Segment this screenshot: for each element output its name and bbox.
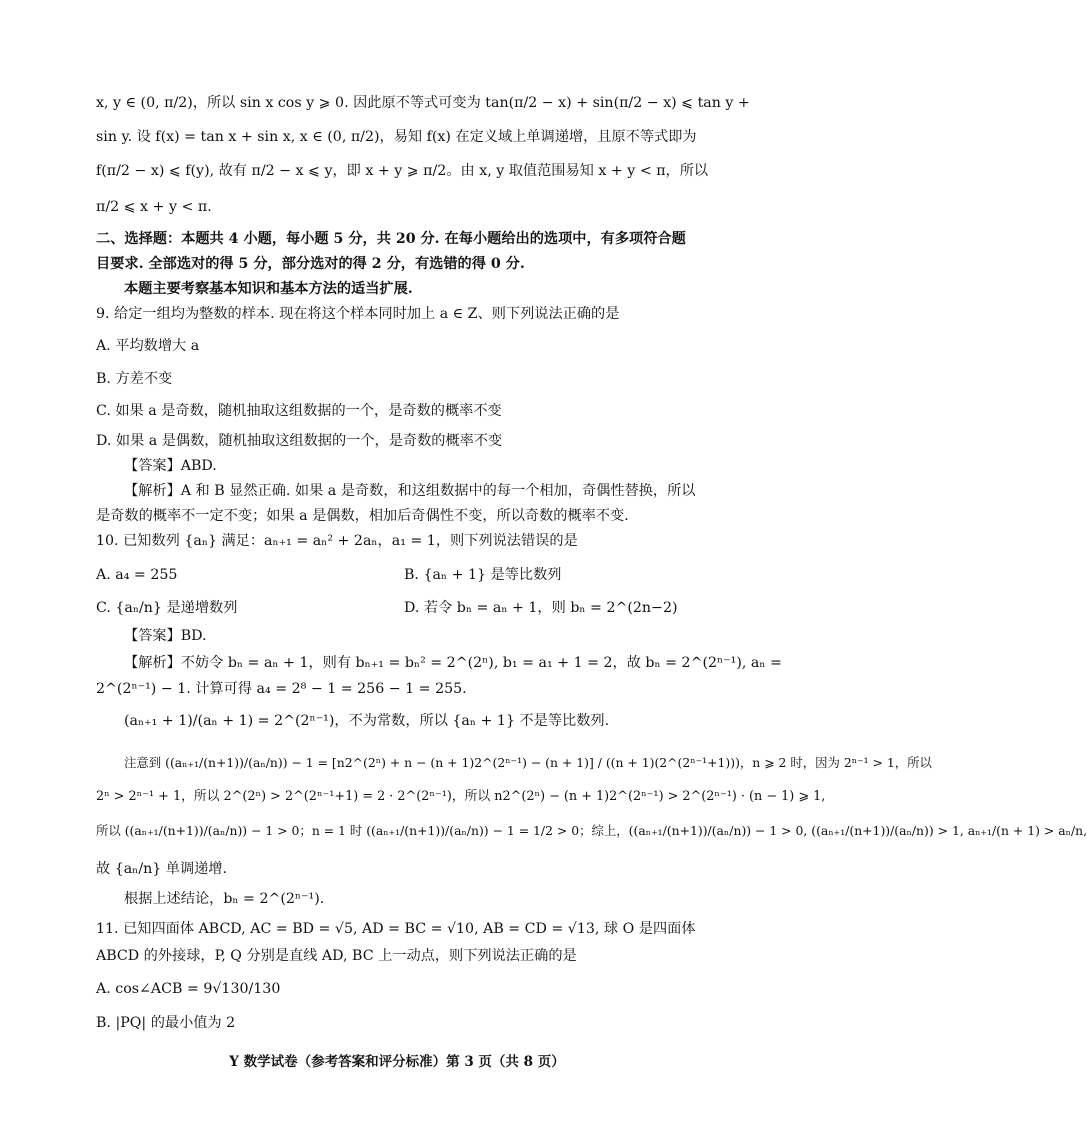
option-b: B. 方差不变 xyxy=(96,371,173,387)
option-a: A. a₄ = 255 xyxy=(96,567,178,583)
option-b: B. {aₙ + 1} 是等比数列 xyxy=(404,567,562,583)
analysis: 【解析】不妨令 bₙ = aₙ + 1，则有 bₙ₊₁ = bₙ² = 2^(2ⁿ), b₁ = a₁ + 1 = 2，故 bₙ = 2^(2ⁿ⁻¹), aₙ = xyxy=(124,655,782,671)
solution-line: x, y ∈ (0, π/2)，所以 sin x cos y ⩾ 0. 因此原不等式可变为 tan(π/2 − x) + sin(π/2 − x) ⩽ tan y + xyxy=(96,95,750,111)
option-d: D. 若令 bₙ = aₙ + 1，则 bₙ = 2^(2n−2) xyxy=(404,600,678,616)
analysis: 故 {aₙ/n} 单调递增. xyxy=(96,861,228,877)
option-b: B. |PQ| 的最小值为 2 xyxy=(96,1015,236,1031)
question-11: 11. 已知四面体 ABCD, AC = BD = √5, AD = BC = √10, AB = CD = √13, 球 O 是四面体 xyxy=(96,921,696,937)
section-heading: 二、选择题：本题共 4 小题，每小题 5 分，共 20 分. 在每小题给出的选项中，有多项符合题 xyxy=(96,231,686,247)
option-d: D. 如果 a 是偶数，随机抽取这组数据的一个，是奇数的概率不变 xyxy=(96,433,503,449)
analysis: 【解析】A 和 B 显然正确. 如果 a 是奇数，和这组数据中的每一个相加，奇偶性替换，所以 xyxy=(124,483,696,499)
option-a: A. cos∠ACB = 9√130/130 xyxy=(96,981,281,997)
question-11: ABCD 的外接球，P, Q 分别是直线 AD, BC 上一动点，则下列说法正确的是 xyxy=(96,948,577,964)
analysis: 所以 ((aₙ₊₁/(n+1))/(aₙ/n)) − 1 > 0；n = 1 时 ((aₙ₊₁/(n+1))/(aₙ/n)) − 1 = 1/2 > 0；综上，((aₙ₊₁/(n+1))/(aₙ/n)) − 1 > 0, ((aₙ₊₁/(n+1))/(aₙ/n)) > 1, aₙ₊₁/(n + 1) > aₙ/n, xyxy=(96,823,1087,838)
page-footer: Y 数学试卷（参考答案和评分标准）第 3 页（共 8 页） xyxy=(229,1054,565,1070)
analysis: (aₙ₊₁ + 1)/(aₙ + 1) = 2^(2ⁿ⁻¹)，不为常数，所以 {aₙ + 1} 不是等比数列. xyxy=(124,713,610,729)
answer: 【答案】ABD. xyxy=(124,458,217,474)
analysis: 注意到 ((aₙ₊₁/(n+1))/(aₙ/n)) − 1 = [n2^(2ⁿ) + n − (n + 1)2^(2ⁿ⁻¹) − (n + 1)] / ((n + 1)(2^(2ⁿ⁻¹+1)))，n ⩾ 2 时，因为 2ⁿ⁻¹ > 1，所以 xyxy=(124,755,932,770)
section-note: 本题主要考察基本知识和基本方法的适当扩展. xyxy=(124,281,413,297)
solution-line: sin y. 设 f(x) = tan x + sin x, x ∈ (0, π/2)，易知 f(x) 在定义域上单调递增，且原不等式即为 xyxy=(96,129,697,145)
analysis: 2ⁿ > 2ⁿ⁻¹ + 1，所以 2^(2ⁿ) > 2^(2ⁿ⁻¹+1) = 2 · 2^(2ⁿ⁻¹)，所以 n2^(2ⁿ) − (n + 1)2^(2ⁿ⁻¹) > 2^(2ⁿ⁻¹) · (n − 1) ⩾ 1, xyxy=(96,789,826,804)
analysis: 是奇数的概率不一定不变；如果 a 是偶数，相加后奇偶性不变，所以奇数的概率不变. xyxy=(96,508,629,524)
option-a: A. 平均数增大 a xyxy=(96,338,200,354)
solution-line: π/2 ⩽ x + y < π. xyxy=(96,199,212,215)
option-c: C. 如果 a 是奇数，随机抽取这组数据的一个，是奇数的概率不变 xyxy=(96,403,502,419)
option-c: C. {aₙ/n} 是递增数列 xyxy=(96,600,238,616)
solution-line: f(π/2 − x) ⩽ f(y), 故有 π/2 − x ⩽ y，即 x + y ⩾ π/2。由 x, y 取值范围易知 x + y < π，所以 xyxy=(96,163,709,179)
section-heading: 目要求. 全部选对的得 5 分，部分选对的得 2 分，有选错的得 0 分. xyxy=(96,256,525,272)
question-9: 9. 给定一组均为整数的样本. 现在将这个样本同时加上 a ∈ Z、则下列说法正确的是 xyxy=(96,306,620,322)
analysis: 根据上述结论，bₙ = 2^(2ⁿ⁻¹). xyxy=(124,891,325,907)
question-10: 10. 已知数列 {aₙ} 满足：aₙ₊₁ = aₙ² + 2aₙ，a₁ = 1，则下列说法错误的是 xyxy=(96,533,578,549)
answer: 【答案】BD. xyxy=(124,628,207,644)
analysis: 2^(2ⁿ⁻¹) − 1. 计算可得 a₄ = 2⁸ − 1 = 256 − 1 = 255. xyxy=(96,681,467,697)
